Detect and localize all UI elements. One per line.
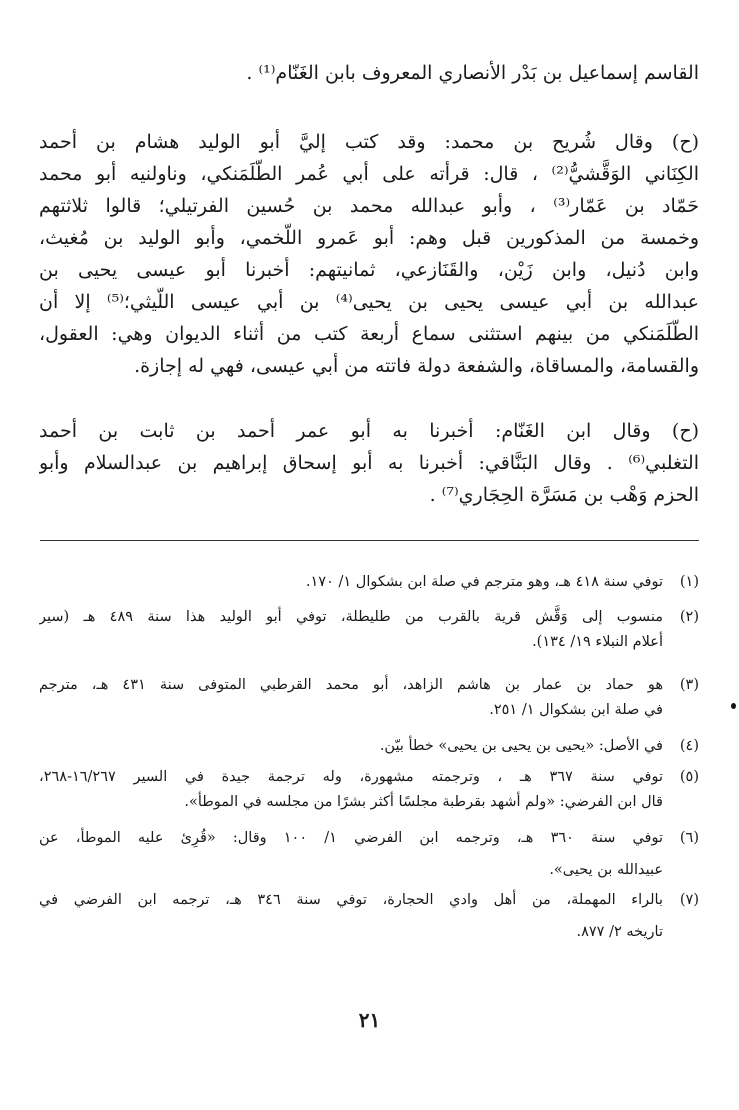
text-line: والقسامة، والمساقاة، والشفعة دولة فاتته من أبي عيسى، فهي له إجازة. bbox=[134, 355, 699, 377]
continuation-line: القاسم إسماعيل بن بَدْر الأنصاري المعروف بابن الغَنّام⁽¹⁾ . bbox=[246, 62, 699, 84]
footnote-number: (١) bbox=[679, 574, 699, 590]
footnote-line: أعلام النبلاء ١٩/ ١٣٤). bbox=[532, 634, 663, 650]
scan-speck bbox=[731, 703, 736, 709]
footnote-line: توفي سنة ٤١٨ هـ، وهو مترجم في صلة ابن بشكوال ١/ ١٧٠. bbox=[305, 574, 663, 590]
footnote-line: توفي سنة ٣٦٧ هـ ، وترجمته مشهورة، وله ترجمة جيدة في السير ١٦/٢٦٧-٢٦٨، bbox=[39, 769, 663, 785]
footnote-line: بالراء المهملة، من أهل وادي الحجارة، توفي سنة ٣٤٦ هـ، ترجمه ابن الفرضي في bbox=[39, 892, 663, 908]
footnote-6 bbox=[39, 826, 699, 878]
text-line: التغلبي⁽⁶⁾ . وقال البَنَّاقي: أخبرنا به أبو إسحاق إبراهيم بن عبدالسلام وأبو bbox=[39, 452, 699, 474]
text-line: (ح) وقال ابن الغَنّام: أخبرنا به أبو عمر أحمد بن ثابت بن أحمد bbox=[39, 420, 699, 442]
footnote-number: (٧) bbox=[679, 892, 699, 908]
footnote-line: توفي سنة ٣٦٠ هـ، وترجمه ابن الفرضي ١/ ١٠٠ وقال: «قُرِئ عليه الموطأ، عن bbox=[39, 830, 663, 846]
page-number: ٢١ bbox=[358, 1008, 381, 1032]
text-line: وابن دُنيل، وابن زَيْن، والقَنَازعي، ثمانيتهم: أخبرنا أبو عيسى يحيى بن bbox=[39, 259, 699, 281]
text-line: الحزم وَهْب بن مَسَرَّة الحِجَاري⁽⁷⁾ . bbox=[429, 484, 699, 506]
footnote-number: (٥) bbox=[679, 769, 699, 785]
footnote-line: عبيدالله بن يحيى». bbox=[549, 862, 663, 878]
footnote-number: (٤) bbox=[679, 738, 699, 754]
footnote-number: (٣) bbox=[679, 677, 699, 693]
text-line: (ح) وقال شُريح بن محمد: وقد كتب إليَّ أبو الوليد هشام بن أحمد bbox=[39, 131, 699, 153]
footnote-1 bbox=[39, 570, 699, 594]
footnote-line: تاريخه ٢/ ٨٧٧. bbox=[576, 924, 663, 940]
footnote-7 bbox=[39, 888, 699, 940]
text-line: الطَّلَمَنكي من بينهم استثنى سماع أربعة كتب من أثناء الديوان وهي: العقول، bbox=[39, 323, 699, 345]
footnote-line: في صلة ابن بشكوال ١/ ٢٥١. bbox=[489, 702, 663, 718]
footnote-5 bbox=[39, 765, 699, 813]
footnote-line: في الأصل: «يحيى بن يحيى بن يحيى» خطأ بيّن. bbox=[379, 738, 663, 754]
footnote-line: هو حماد بن عمار بن هاشم الزاهد، أبو محمد القرطبي المتوفى سنة ٤٣١ هـ، مترجم bbox=[39, 677, 663, 693]
footnote-number: (٦) bbox=[679, 830, 699, 846]
footnote-separator bbox=[40, 540, 699, 541]
text-line: الكِنَاني الوَقَّشيُّ⁽²⁾ ، قال: قرأته على أبي عُمر الطَّلَمَنكي، وناولنيه أبو محمد bbox=[39, 163, 699, 185]
footnote-4 bbox=[39, 734, 699, 758]
text-line: وخمسة من المذكورين قبل وهم: أبو عَمرو اللَّخمي، وأبو الوليد بن مُغيث، bbox=[39, 227, 699, 249]
footnote-number: (٢) bbox=[679, 609, 699, 625]
footnote-2 bbox=[39, 605, 699, 653]
text-line: حَمّاد بن عَمّار⁽³⁾ ، وأبو عبدالله محمد بن حُسين الفرتيلي؛ قالوا ثلاثتهم bbox=[39, 195, 699, 217]
footnote-line: منسوب إلى وَقَّش قرية بالقرب من طليطلة، توفي أبو الوليد هذا سنة ٤٨٩ هـ (سير bbox=[39, 609, 663, 625]
text-line: عبدالله بن أبي عيسى يحيى بن يحيى⁽⁴⁾ بن أبي عيسى اللَّيثي؛⁽⁵⁾ إلا أن bbox=[39, 291, 699, 313]
footnote-line: قال ابن الفرضي: «ولم أشهد بقرطبة مجلسًا أكثر بشرًا من مجلسه في الموطأ». bbox=[184, 794, 663, 810]
footnote-3 bbox=[39, 673, 699, 721]
